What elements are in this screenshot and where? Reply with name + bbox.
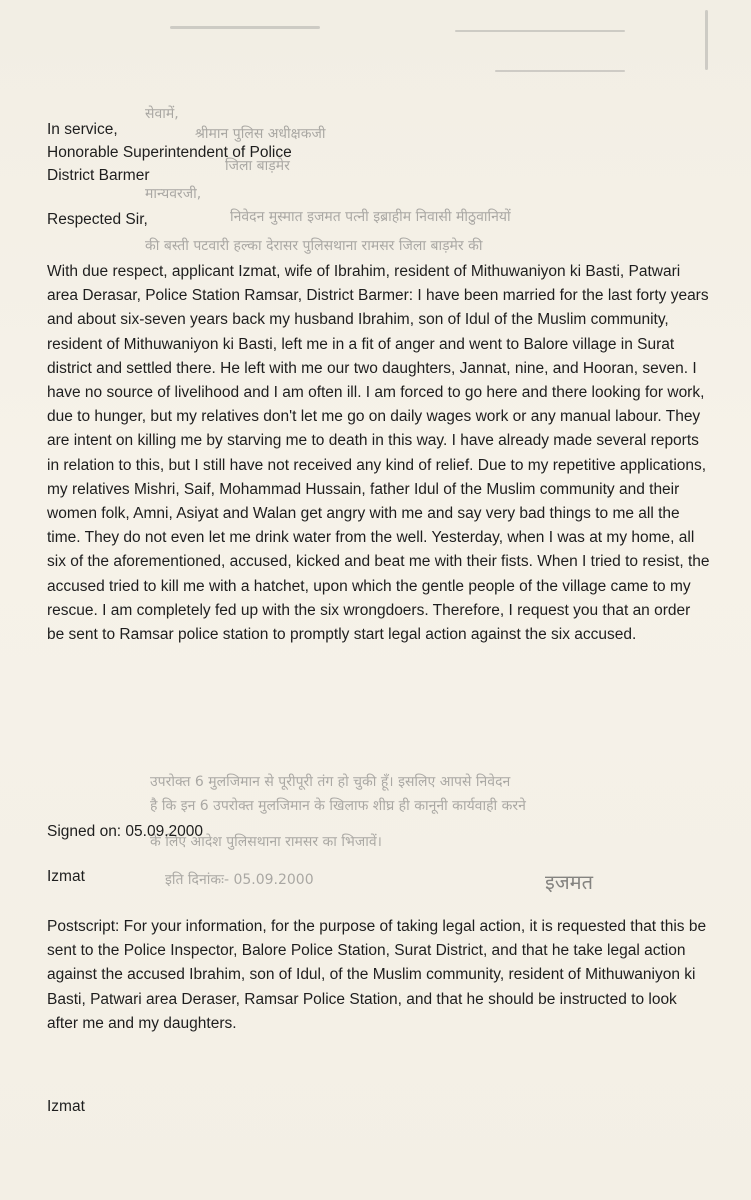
scan-mark [170,26,320,29]
devanagari-underlay: श्रीमान पुलिस अधीक्षकजी [195,126,326,142]
devanagari-underlay: के लिए आदेश पुलिसथाना रामसर का भिजावें। [150,834,382,850]
devanagari-underlay: निवेदन मुस्मात इजमत पत्नी इब्राहीम निवासी मीठुवानियों [230,209,511,225]
devanagari-underlay: जिला बाड़मेर [225,158,290,174]
address-line-1: In service, [47,121,118,138]
devanagari-underlay: इति दिनांकः- 05.09.2000 [165,872,314,888]
devanagari-underlay: है कि इन 6 उपरोक्त मुलजिमान के खिलाफ शीघ्र ही कानूनी कार्यवाही करने [150,798,526,814]
devanagari-underlay: की बस्ती पटवारी हल्का देरासर पुलिसथाना रामसर जिला बाड़मेर की [145,238,483,254]
scan-mark [705,10,708,70]
postscript: Postscript: For your information, for the purpose of taking legal action, it is requested that this be sent to the Police Inspector, Balore Police Station, Surat District, and that he take legal action against the accused Ibrahim, son of Idul, of the Muslim community, resident of Mithuwaniyon ki Basti, Patwari area Deraser, Ramsar Police Station, and that he should be instructed to look after me and my daughters. [47,918,707,1032]
address-line-2: Honorable Superintendent of Police [47,144,292,161]
devanagari-underlay: उपरोक्त 6 मुलजिमान से पूरीपूरी तंग हो चुकी हूँ। इसलिए आपसे निवेदन [150,774,511,790]
scan-mark [495,70,625,72]
devanagari-underlay: सेवामें, [145,106,179,122]
devanagari-signature: इजमत [545,870,594,894]
devanagari-underlay: मान्यवरजी, [145,186,202,202]
signature: Izmat [47,868,85,885]
signed-date: Signed on: 05.09.2000 [47,823,203,840]
signature-2: Izmat [47,1098,85,1115]
letter-body: With due respect, applicant Izmat, wife of Ibrahim, resident of Mithuwaniyon ki Basti, Patwari area Derasar, Police Station Ramsar, District Barmer: I have been married for the last forty years and about six-seven years back my husband Ibrahim, son of Idul of the Muslim community, resident of Mithuwaniyon ki Basti, left me in a fit of anger and went to Balore village in Surat district and settled there. He left with me our two daughters, Jannat, nine, and Hooran, seven. I have no source of livelihood and I am often ill. I am forced to go here and there looking for work, due to hunger, but my relatives don't let me go on daily wages work or any manual labour. They are intent on killing me by starving me to death in this way. I have already made several reports in relation to this, but I still have not received any kind of relief. Due to my repetitive applications, my relatives Mishri, Saif, Mohammad Hussain, father Idul of the Muslim community and their women folk, Amni, Asiyat and Walan get angry with me and say very bad things to me all the time. They do not even let me drink water from the well. Yesterday, when I was at my home, all six of the aforementioned, accused, kicked and beat me with their fists. When I tried to resist, the accused tried to kill me with a hatchet, upon which the gentle people of the village came to my rescue. I am completely fed up with the six wrongdoers. Therefore, I request you that an order be sent to Ramsar police station to promptly start legal action against the six accused. [47,263,710,644]
scan-mark [455,30,625,32]
address-line-3: District Barmer [47,167,150,184]
salutation: Respected Sir, [47,211,148,228]
